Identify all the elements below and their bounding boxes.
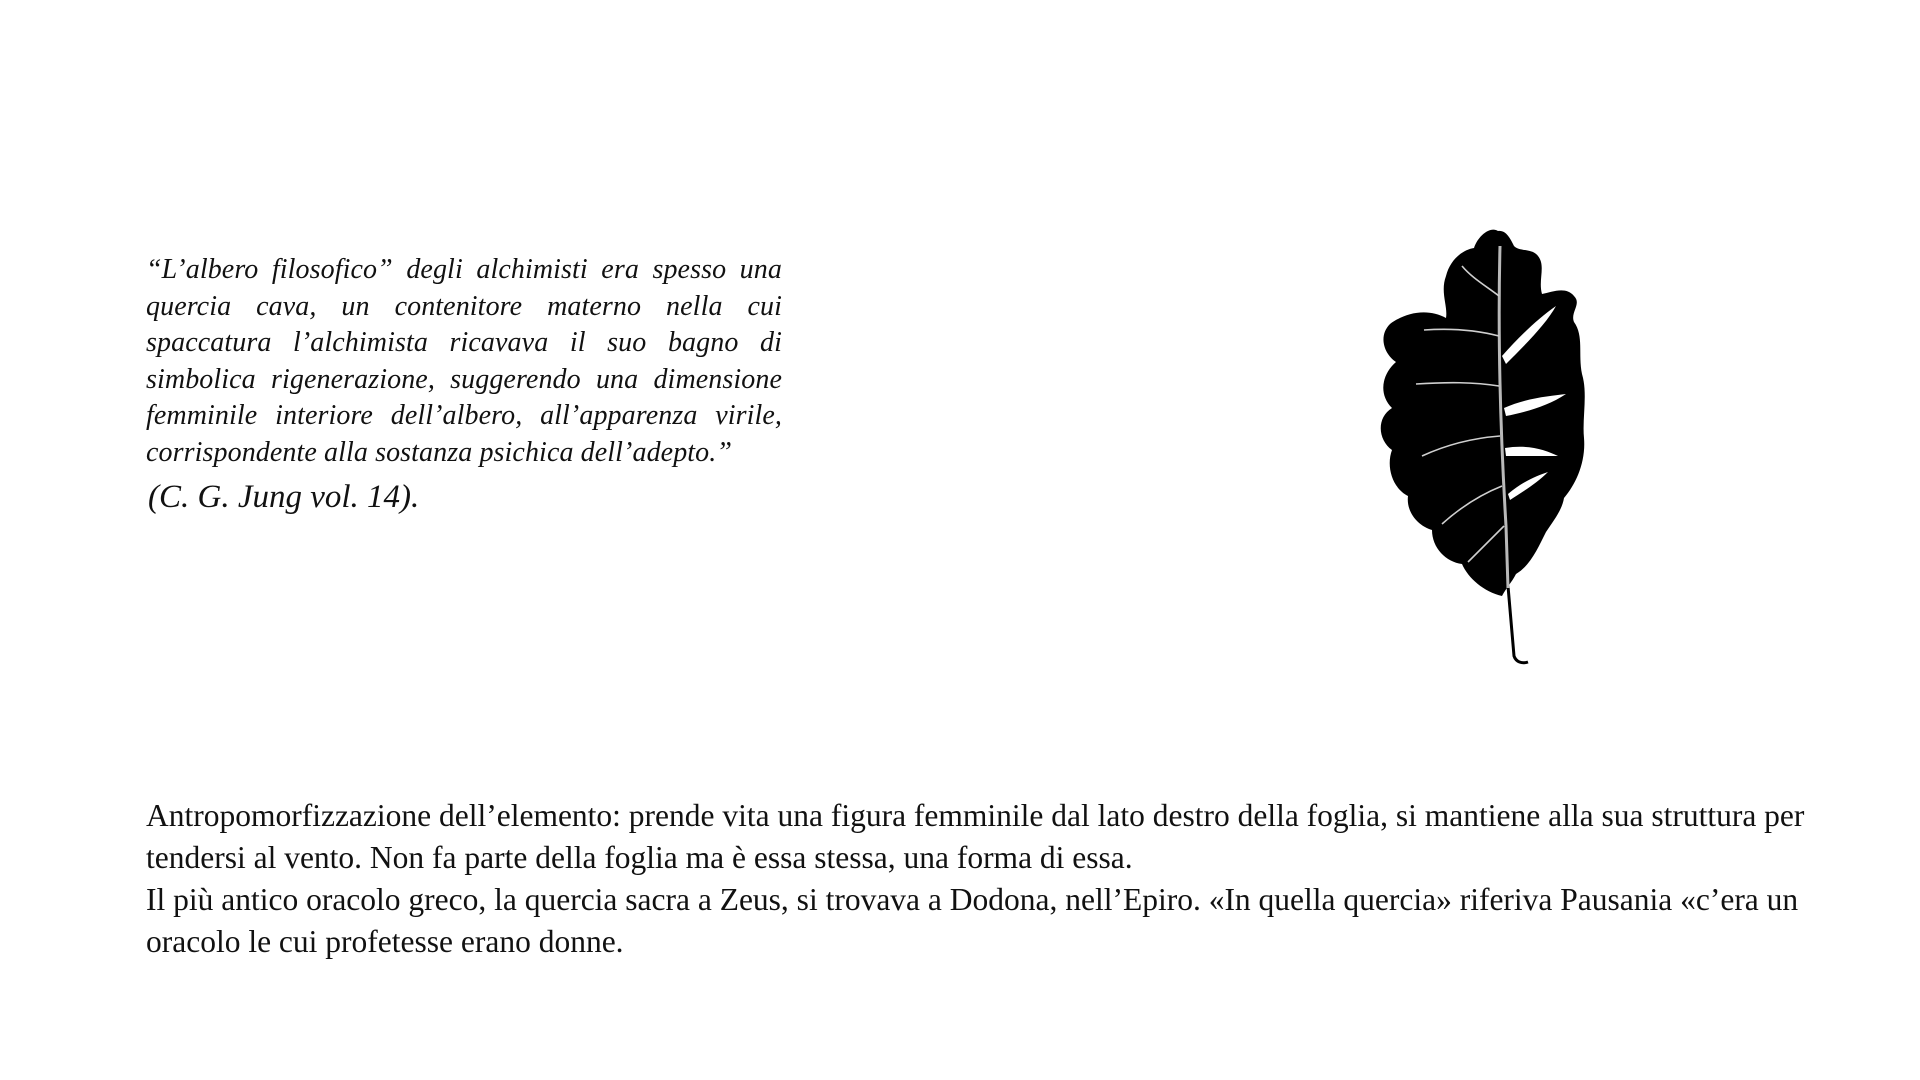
leaf-stem — [1508, 586, 1528, 663]
oak-leaf-illustration — [1350, 226, 1590, 666]
description-text — [146, 795, 1806, 963]
oak-leaf-icon — [1350, 226, 1590, 666]
quote-citation: (C. G. Jung vol. 14). — [148, 479, 420, 515]
description-paragraph-1: Antropomorfizzazione dell’elemento: prende vita una figura femminile dal lato destro della foglia, si mantiene alla sua struttura per tendersi al vento. Non fa parte della foglia ma è essa stessa, una forma di essa. — [146, 798, 1805, 875]
quote-text: “L’albero filosofico” degli alchimisti era spesso una quercia cava, un contenitore materno nella cui spaccatura l’alchimista ricavava il suo bagno di simbolica rigenerazione, suggerendo una dimensione femminile interiore dell’albero, all’apparenza virile, corrispondente alla sostanza psichica dell’adepto.” — [146, 254, 782, 468]
description-paragraph-2: Il più antico oracolo greco, la quercia sacra a Zeus, si trovava a Dodona, nell’Epiro. «In quella quercia» riferiva Pausania «c’era un oracolo le cui profetesse erano donne. — [146, 882, 1799, 959]
quote-block — [146, 252, 782, 517]
